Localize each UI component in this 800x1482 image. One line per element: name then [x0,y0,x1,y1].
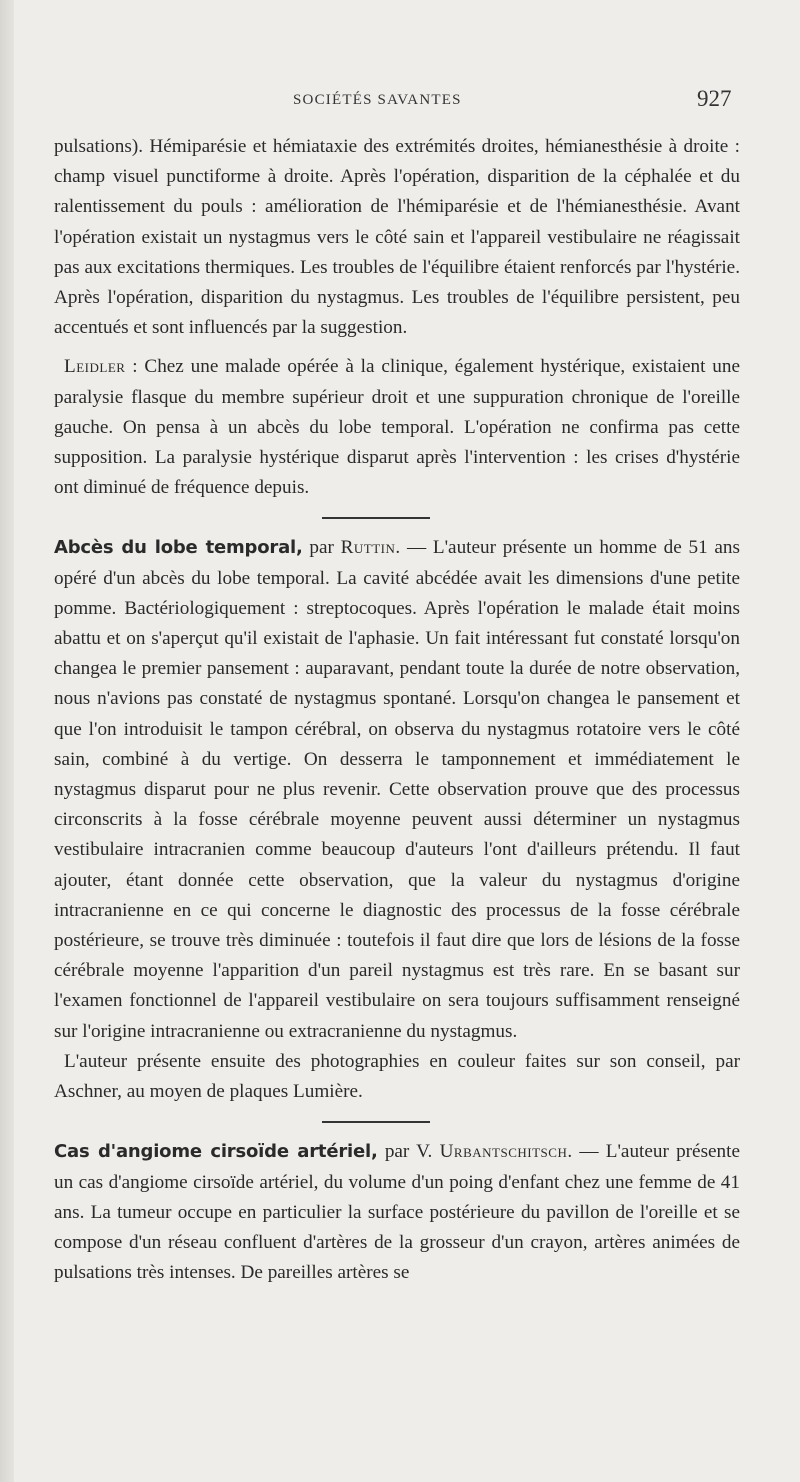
page-header [0,88,800,118]
by-text: par V. [377,1141,440,1163]
section-text: . — L'auteur présente un cas d'angiome cirsoïde artériel, du volume d'un poing d'enfant chez une femme de 41 ans. La tumeur occupe en particulier la surface postérieure du pavillon de l'oreille et se compose d'un réseau confluent d'artères de la grosseur d'un crayon, artères animées de pulsations très intenses. De pareilles artères se [54,1141,740,1284]
by-text: par [302,537,341,559]
section-title: Abcès du lobe temporal, [54,537,303,559]
paragraph-continuation: pulsations). Hémiparésie et hémiataxie des extrémités droites, hémianesthésie à droite : champ visuel punctiforme à droite. Après l'opération, disparition de la céphalée et du ralentissement du pouls : amélioration de l'hémiparésie et de l'hémianesthésie. Avant l'opération existait un nystagmus vers le côté sain et l'appareil vestibulaire ne réagissait pas aux excitations thermiques. Les troubles de l'équilibre étaient renforcés par l'hystérie. Après l'opération, disparition du nystagmus. Les troubles de l'équilibre persistent, peu accentués et sont influencés par la suggestion. [54,136,740,339]
author-name: Urbantschitsch [439,1141,568,1163]
section-angiome-cirsoide [54,1137,740,1288]
paragraph-photographies: L'auteur présente ensuite des photographies en couleur faites sur son conseil, par Aschner, au moyen de plaques Lumière. [54,1050,740,1103]
page-left-edge [0,0,14,1482]
paragraph-text: : Chez une malade opérée à la clinique, également hystérique, existaient une paralysie flasque du membre supérieur droit et une suppuration chronique de l'oreille gauche. On pensa à un abcès du lobe temporal. L'opération ne confirma pas cette supposition. La paralysie hystérique disparut après l'intervention : les crises d'hystérie ont diminué de fréquence depuis. [54,356,740,499]
section-abces-lobe-temporal [54,533,740,1046]
paragraph-leidler [54,352,740,503]
body-text [54,132,740,1288]
section-text: . — L'auteur présente un homme de 51 ans opéré d'un abcès du lobe temporal. La cavité abcédée avait les dimensions d'une petite pomme. Bactériologiquement : streptocoques. Après l'opération le malade était moins abattu et on s'aperçut qu'il existait de l'aphasie. Un fait intéressant fut constaté lorsqu'on changea le premier pansement : auparavant, pendant toute la durée de notre observation, nous n'avions pas constaté de nystagmus spontané. Lorsqu'on changea le pansement et que l'on introduisit le tampon cérébral, on observa du nystagmus rotatoire vers le côté sain, combiné à du vertige. On desserra le tamponnement et immédiatement le nystagmus disparut pour ne plus revenir. Cette observation prouve que des processus circonscrits à la fosse cérébrale moyenne peuvent aussi déterminer un nystagmus vestibulaire intracranien comme beaucoup d'auteurs l'ont d'ailleurs prétendu. Il faut ajouter, étant donnée cette observation, que la valeur du nystagmus d'origine intracranienne en ce qui concerne le diagnostic des processus de la fosse cérébrale postérieure, se trouve très diminuée : toutefois il faut dire que lors de lésions de la fosse cérébrale moyenne l'apparition d'un pareil nystagmus est très rare. En se basant sur l'examen fonctionnel de l'appareil vestibulaire on sera toujours suffisamment renseigné sur l'origine intracranienne ou extracranienne du nystagmus. [54,537,740,1042]
page-number: 927 [697,86,732,111]
author-name: Ruttin [340,537,396,559]
running-head: SOCIÉTÉS SAVANTES [293,92,462,108]
author-name: Leidler [64,356,126,378]
section-title: Cas d'angiome cirsoïde artériel, [54,1141,378,1163]
